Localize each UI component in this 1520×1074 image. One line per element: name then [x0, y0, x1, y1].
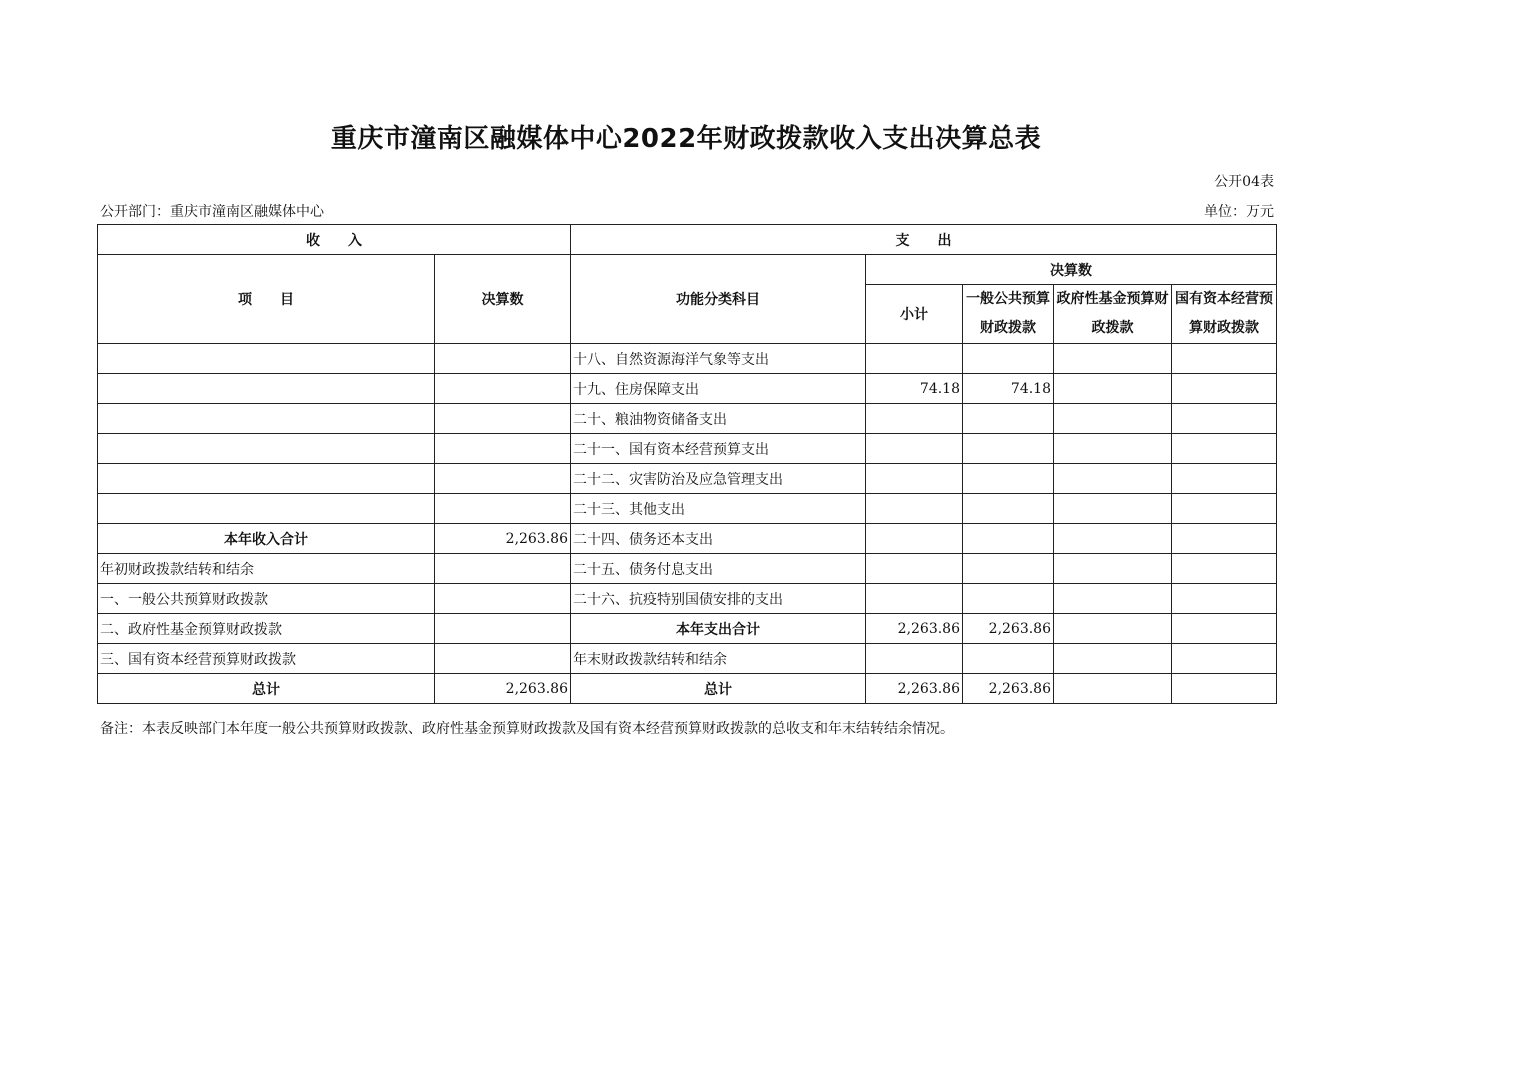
- gov-fund-cell: [1054, 644, 1172, 674]
- subtotal-cell: 2,263.86: [866, 614, 963, 644]
- item-cell: [98, 404, 435, 434]
- form-number: 公开04表: [1214, 174, 1274, 190]
- func-class-cell: 二十五、债务付息支出: [571, 554, 866, 584]
- income-amount-cell: [435, 434, 571, 464]
- item-cell: [98, 494, 435, 524]
- table-row: [98, 344, 1277, 374]
- state-capital-cell: [1172, 674, 1277, 704]
- general-budget-cell: 74.18: [963, 374, 1054, 404]
- table-row: [98, 374, 1277, 404]
- table-note: 备注：本表反映部门本年度一般公共预算财政拨款、政府性基金预算财政拨款及国有资本经营预算财政拨款的总收支和年末结转结余情况。: [100, 721, 954, 737]
- item-cell: [98, 344, 435, 374]
- subtotal-cell: [866, 494, 963, 524]
- item-cell: 总计: [98, 674, 435, 704]
- state-capital-cell: [1172, 344, 1277, 374]
- state-capital-cell: [1172, 614, 1277, 644]
- income-amount-cell: 2,263.86: [435, 524, 571, 554]
- gov-fund-cell: [1054, 494, 1172, 524]
- gov-fund-cell: [1054, 674, 1172, 704]
- subtotal-cell: [866, 344, 963, 374]
- income-amount-header: 决算数: [435, 255, 571, 344]
- general-budget-cell: [963, 494, 1054, 524]
- gov-fund-cell: [1054, 524, 1172, 554]
- income-amount-cell: [435, 584, 571, 614]
- state-capital-cell: [1172, 584, 1277, 614]
- subtotal-cell: 74.18: [866, 374, 963, 404]
- expense-header: 支 出: [571, 225, 1277, 255]
- table-row: [98, 524, 1277, 554]
- subtotal-cell: [866, 434, 963, 464]
- income-amount-cell: [435, 644, 571, 674]
- general-budget-cell: 2,263.86: [963, 674, 1054, 704]
- income-amount-cell: [435, 464, 571, 494]
- general-budget-cell: 2,263.86: [963, 614, 1054, 644]
- header-row-2: [98, 255, 1277, 285]
- state-capital-header: 国有资本经营预算财政拨款: [1172, 285, 1277, 344]
- state-capital-cell: [1172, 404, 1277, 434]
- subtotal-cell: 2,263.86: [866, 674, 963, 704]
- state-capital-cell: [1172, 464, 1277, 494]
- func-class-cell: 二十六、抗疫特别国债安排的支出: [571, 584, 866, 614]
- subtotal-cell: [866, 644, 963, 674]
- gov-fund-cell: [1054, 464, 1172, 494]
- header-row-1: [98, 225, 1277, 255]
- table-body: [98, 344, 1277, 704]
- table-row: [98, 464, 1277, 494]
- gov-fund-header: 政府性基金预算财政拨款: [1054, 285, 1172, 344]
- subtotal-cell: [866, 554, 963, 584]
- func-class-cell: 二十二、灾害防治及应急管理支出: [571, 464, 866, 494]
- general-budget-cell: [963, 524, 1054, 554]
- final-amount-header: 决算数: [866, 255, 1277, 285]
- table-row: [98, 674, 1277, 704]
- department-label: 公开部门：重庆市潼南区融媒体中心: [100, 204, 324, 220]
- state-capital-cell: [1172, 524, 1277, 554]
- table-row: [98, 554, 1277, 584]
- table-row: [98, 434, 1277, 464]
- state-capital-cell: [1172, 374, 1277, 404]
- subtotal-header: 小计: [866, 285, 963, 344]
- general-budget-cell: [963, 404, 1054, 434]
- income-amount-cell: [435, 344, 571, 374]
- gov-fund-cell: [1054, 584, 1172, 614]
- state-capital-cell: [1172, 494, 1277, 524]
- subtotal-cell: [866, 524, 963, 554]
- item-cell: [98, 464, 435, 494]
- state-capital-cell: [1172, 644, 1277, 674]
- gov-fund-cell: [1054, 554, 1172, 584]
- subtotal-cell: [866, 584, 963, 614]
- budget-table: [97, 224, 1277, 704]
- general-budget-cell: [963, 644, 1054, 674]
- state-capital-cell: [1172, 554, 1277, 584]
- unit-label: 单位：万元: [1204, 204, 1274, 220]
- table-row: [98, 494, 1277, 524]
- income-amount-cell: 2,263.86: [435, 674, 571, 704]
- table-row: [98, 644, 1277, 674]
- general-budget-cell: [963, 344, 1054, 374]
- item-cell: 本年收入合计: [98, 524, 435, 554]
- general-budget-cell: [963, 554, 1054, 584]
- func-class-cell: 二十四、债务还本支出: [571, 524, 866, 554]
- func-class-header: 功能分类科目: [571, 255, 866, 344]
- func-class-cell: 十八、自然资源海洋气象等支出: [571, 344, 866, 374]
- subtotal-cell: [866, 404, 963, 434]
- income-amount-cell: [435, 404, 571, 434]
- func-class-cell: 十九、住房保障支出: [571, 374, 866, 404]
- item-cell: 三、国有资本经营预算财政拨款: [98, 644, 435, 674]
- func-class-cell: 二十、粮油物资储备支出: [571, 404, 866, 434]
- income-amount-cell: [435, 494, 571, 524]
- report-title: 重庆市潼南区融媒体中心2022年财政拨款收入支出决算总表: [330, 124, 1042, 154]
- income-amount-cell: [435, 614, 571, 644]
- item-header: 项 目: [98, 255, 435, 344]
- gov-fund-cell: [1054, 374, 1172, 404]
- general-budget-cell: [963, 464, 1054, 494]
- gov-fund-cell: [1054, 404, 1172, 434]
- item-cell: [98, 434, 435, 464]
- table-row: [98, 614, 1277, 644]
- func-class-cell: 本年支出合计: [571, 614, 866, 644]
- gov-fund-cell: [1054, 434, 1172, 464]
- func-class-cell: 二十一、国有资本经营预算支出: [571, 434, 866, 464]
- general-budget-cell: [963, 434, 1054, 464]
- item-cell: 二、政府性基金预算财政拨款: [98, 614, 435, 644]
- item-cell: 年初财政拨款结转和结余: [98, 554, 435, 584]
- gov-fund-cell: [1054, 614, 1172, 644]
- func-class-cell: 二十三、其他支出: [571, 494, 866, 524]
- func-class-cell: 总计: [571, 674, 866, 704]
- func-class-cell: 年末财政拨款结转和结余: [571, 644, 866, 674]
- table-row: [98, 584, 1277, 614]
- general-budget-header: 一般公共预算财政拨款: [963, 285, 1054, 344]
- income-amount-cell: [435, 554, 571, 584]
- state-capital-cell: [1172, 434, 1277, 464]
- table-row: [98, 404, 1277, 434]
- gov-fund-cell: [1054, 344, 1172, 374]
- income-header: 收 入: [98, 225, 571, 255]
- item-cell: 一、一般公共预算财政拨款: [98, 584, 435, 614]
- subtotal-cell: [866, 464, 963, 494]
- general-budget-cell: [963, 584, 1054, 614]
- item-cell: [98, 374, 435, 404]
- income-amount-cell: [435, 374, 571, 404]
